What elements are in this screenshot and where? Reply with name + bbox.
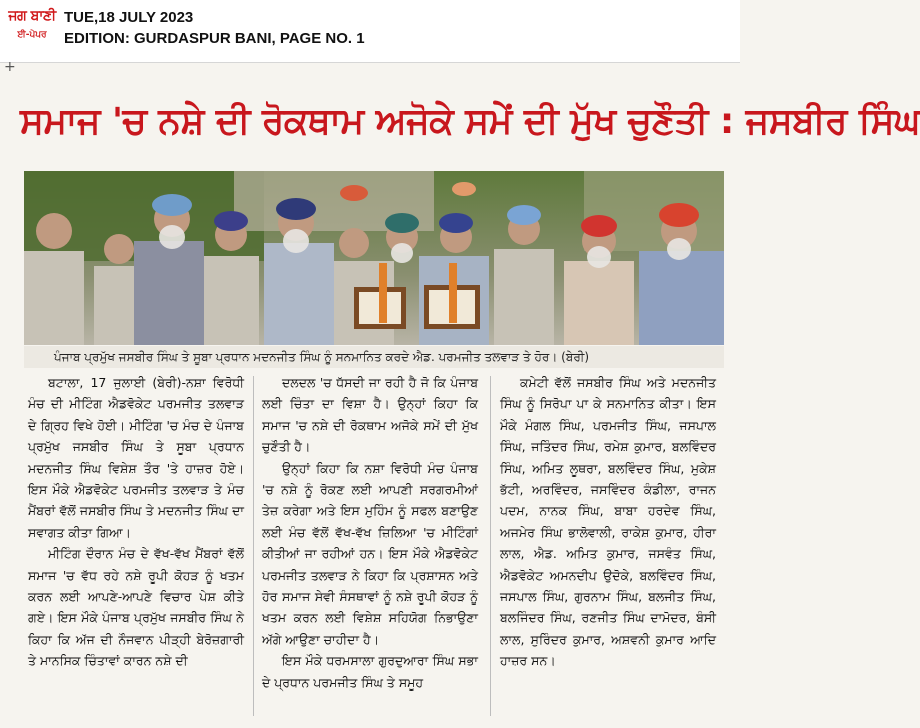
column-2-paragraph-1: ਦਲਦਲ 'ਚ ਧੱਸਦੀ ਜਾ ਰਹੀ ਹੈ ਜੋ ਕਿ ਪੰਜਾਬ ਲਈ ਚਿੰਤਾ ਦਾ ਵਿਸ਼ਾ ਹੈ। ਉਨ੍ਹਾਂ ਕਿਹਾ ਕਿ ਸਮਾਜ 'ਚ ਨਸ਼ੇ ਦੀ ਰੋਕਥਾਮ ਅਜੋਕੇ ਸਮੇਂ ਦੀ ਮੁੱਖ ਚੁਣੌਤੀ ਹੈ। <box>262 375 478 455</box>
column-divider <box>490 376 491 716</box>
column-3-paragraph-1: ਕਮੇਟੀ ਵੱਲੋਂ ਜਸਬੀਰ ਸਿੰਘ ਅਤੇ ਮਦਨਜੀਤ ਸਿੰਘ ਨੂੰ ਸਿਰੋਪਾ ਪਾ ਕੇ ਸਨਮਾਨਿਤ ਕੀਤਾ। ਇਸ ਮੌਕੇ ਮੰਗਲ ਸਿੰਘ, ਪਰਮਜੀਤ ਸਿੰਘ, ਜਸਪਾਲ ਸਿੰਘ, ਜਤਿੰਦਰ ਸਿੰਘ, ਰਮੇਸ਼ ਕੁਮਾਰ, ਬਲਵਿੰਦਰ ਸਿੰਘ, ਅਮਿਤ ਲੂਥਰਾ, ਬਲਵਿੰਦਰ ਸਿੰਘ, ਮੁਕੇਸ਼ ਭੱਟੀ, ਅਰਵਿੰਦਰ, ਜਸਵਿੰਦਰ ਕੰਡੀਲਾ, ਰਾਜਨ ਪਦਮ, ਨਾਨਕ ਸਿੰਘ, ਬਾਬਾ ਹਰਦੇਵ ਸਿੰਘ, ਅਜਮੇਰ ਸਿੰਘ ਭਾਲੋਵਾਲੀ, ਰਾਕੇਸ਼ ਕੁਮਾਰ, ਹੀਰਾ ਲਾਲ, ਐਡ. ਅਮਿਤ ਕੁਮਾਰ, ਜਸਵੰਤ ਸਿੰਘ, ਐਡਵੋਕੇਟ ਅਮਨਦੀਪ ਉਦੋਕੇ, ਬਲਵਿੰਦਰ ਸਿੰਘ, ਜਸਪਾਲ ਸਿੰਘ, ਗੁਰਨਾਮ ਸਿੰਘ, ਬਲਜੀਤ ਸਿੰਘ, ਬਲਜਿੰਦਰ ਸਿੰਘ, ਰਣਜੀਤ ਸਿੰਘ ਦਾਮੋਦਰ, ਬੰਸੀ ਲਾਲ, ਸੁਰਿੰਦਰ ਕੁਮਾਰ, ਅਸ਼ਵਨੀ ਕੁਮਾਰ ਆਦਿ ਹਾਜ਼ਰ ਸਨ। <box>500 375 716 669</box>
masthead-bar <box>0 0 740 63</box>
group-photo-illustration <box>24 171 724 345</box>
jagbani-logo <box>8 6 56 54</box>
article-headline: ਸਮਾਜ 'ਚ ਨਸ਼ੇ ਦੀ ਰੋਕਥਾਮ ਅਜੋਕੇ ਸਮੇਂ ਦੀ ਮੁੱਖ ਚੁਣੌਤੀ : ਜਸਬੀਰ ਸਿੰਘ <box>20 101 920 142</box>
article-column-2 <box>262 372 478 722</box>
column-2-paragraph-2: ਉਨ੍ਹਾਂ ਕਿਹਾ ਕਿ ਨਸ਼ਾ ਵਿਰੋਧੀ ਮੰਚ ਪੰਜਾਬ 'ਚ ਨਸ਼ੇ ਨੂੰ ਰੋਕਣ ਲਈ ਆਪਣੀ ਸਰਗਰਮੀਆਂ ਤੇਜ਼ ਕਰੇਗਾ ਅਤੇ ਇਸ ਮੁਹਿੰਮ ਨੂੰ ਸਫਲ ਬਣਾਉਣ ਲਈ ਮੰਚ ਵੱਲੋਂ ਵੱਖ-ਵੱਖ ਜ਼ਿਲਿਆ 'ਚ ਮੀਟਿੰਗਾਂ ਕੀਤੀਆਂ ਜਾ ਰਹੀਆਂ ਹਨ। ਇਸ ਮੌਕੇ ਐਡਵੋਕੇਟ ਪਰਮਜੀਤ ਤਲਵਾੜ ਨੇ ਕਿਹਾ ਕਿ ਪ੍ਰਸ਼ਾਸਨ ਅਤੇ ਹੋਰ ਸਮਾਜ ਸੇਵੀ ਸੰਸਥਾਵਾਂ ਨੂੰ ਨਸ਼ੇ ਰੂਪੀ ਕੋਹੜ ਨੂੰ ਖਤਮ ਕਰਨ ਲਈ ਵਿਸ਼ੇਸ਼ ਸਹਿਯੋਗ ਨਿਭਾਉਣਾ ਅੱਗੇ ਆਉਣਾ ਚਾਹੀਦਾ ਹੈ। <box>262 460 478 647</box>
photo-caption: ਪੰਜਾਬ ਪ੍ਰਮੁੱਖ ਜਸਬੀਰ ਸਿੰਘ ਤੇ ਸੂਬਾ ਪ੍ਰਧਾਨ ਮਦਨਜੀਤ ਸਿੰਘ ਨੂੰ ਸਨਮਾਨਿਤ ਕਰਦੇ ਐਡ. ਪਰਮਜੀਤ ਤਲਵਾੜ ਤੇ ਹੋਰ। (ਬੇਰੀ) <box>24 346 724 368</box>
article-column-1 <box>28 372 244 722</box>
edition-info: EDITION: GURDASPUR BANI, PAGE NO. 1 <box>64 30 365 47</box>
edition-date: TUE,18 JULY 2023 <box>64 9 194 26</box>
column-2-paragraph-3: ਇਸ ਮੌਕੇ ਧਰਮਸਾਲਾ ਗੁਰਦੁਆਰਾ ਸਿੰਘ ਸਭਾ ਦੇ ਪ੍ਰਧਾਨ ਪਰਮਜੀਤ ਸਿੰਘ ਤੇ ਸਮੂਹ <box>262 653 478 690</box>
column-1-paragraph-2: ਮੀਟਿੰਗ ਦੌਰਾਨ ਮੰਚ ਦੇ ਵੱਖ-ਵੱਖ ਮੈਂਬਰਾਂ ਵੱਲੋਂ ਸਮਾਜ 'ਚ ਵੱਧ ਰਹੇ ਨਸ਼ੇ ਰੂਪੀ ਕੋਹੜ ਨੂੰ ਖਤਮ ਕਰਨ ਲਈ ਆਪਣੇ-ਆਪਣੇ ਵਿਚਾਰ ਪੇਸ਼ ਕੀਤੇ ਗਏ। ਇਸ ਮੌਕੇ ਪੰਜਾਬ ਪ੍ਰਮੁੱਖ ਜਸਬੀਰ ਸਿੰਘ ਨੇ ਕਿਹਾ ਕਿ ਅੱਜ ਦੀ ਨੌਜਵਾਨ ਪੀੜ੍ਹੀ ਬੇਰੋਜ਼ਗਾਰੀ ਤੇ ਮਾਨਸਿਕ ਚਿੰਤਾਵਾਂ ਕਾਰਨ ਨਸ਼ੇ ਦੀ <box>28 546 244 669</box>
column-divider <box>253 376 254 716</box>
logo-sub-text: ਈ-ਪੇਪਰ <box>17 30 47 40</box>
crop-mark-icon: + <box>4 59 16 75</box>
logo-main-text: ਜਗ ਬਾਣੀ <box>8 8 56 24</box>
article-column-3 <box>500 372 716 722</box>
article-photo <box>24 171 724 345</box>
column-1-paragraph-1: ਬਟਾਲਾ, 17 ਜੁਲਾਈ (ਬੇਰੀ)-ਨਸ਼ਾ ਵਿਰੋਧੀ ਮੰਚ ਦੀ ਮੀਟਿੰਗ ਐਡਵੋਕੇਟ ਪਰਮਜੀਤ ਤਲਵਾੜ ਦੇ ਗ੍ਰਿਹ ਵਿਖੇ ਹੋਈ। ਮੀਟਿੰਗ 'ਚ ਮੰਚ ਦੇ ਪੰਜਾਬ ਪ੍ਰਮੁੱਖ ਜਸਬੀਰ ਸਿੰਘ ਤੇ ਸੂਬਾ ਪ੍ਰਧਾਨ ਮਦਨਜੀਤ ਸਿੰਘ ਵਿਸ਼ੇਸ਼ ਤੌਰ 'ਤੇ ਹਾਜ਼ਰ ਹੋਏ। ਇਸ ਮੌਕੇ ਐਡਵੋਕੇਟ ਪਰਮਜੀਤ ਤਲਵਾੜ ਤੇ ਮੰਚ ਮੈਂਬਰਾਂ ਵੱਲੋਂ ਜਸਬੀਰ ਸਿੰਘ ਤੇ ਮਦਨਜੀਤ ਸਿੰਘ ਦਾ ਸਵਾਗਤ ਕੀਤਾ ਗਿਆ। <box>28 375 244 540</box>
